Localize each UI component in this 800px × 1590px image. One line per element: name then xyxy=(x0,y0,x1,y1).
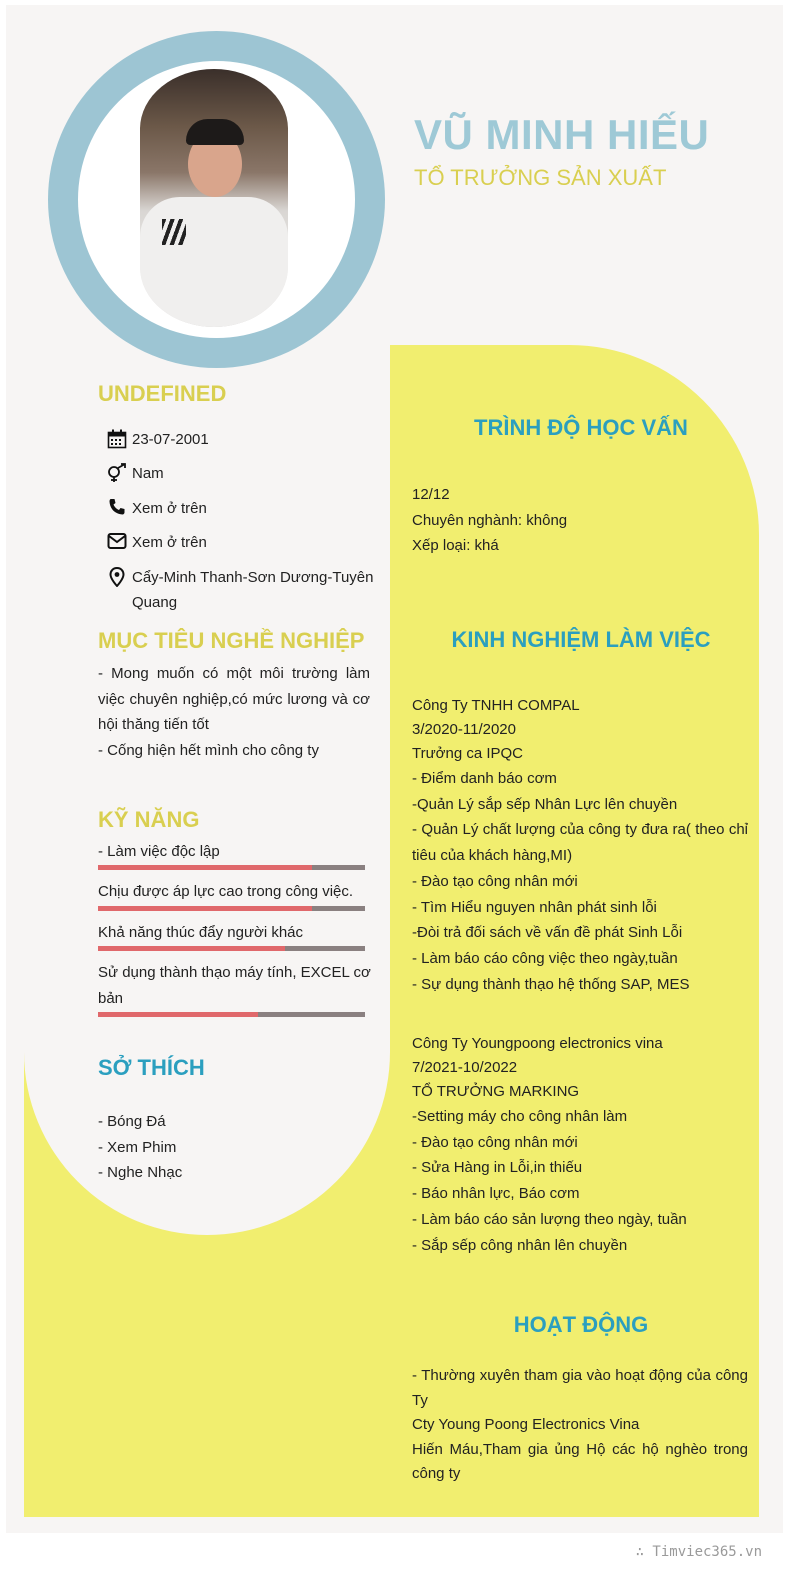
birthday-row xyxy=(102,427,392,452)
job-duty: - Sự dụng thành thạo hệ thống SAP, MES xyxy=(412,975,690,993)
activity-line: - Thường xuyên tham gia vào hoạt động của công Ty xyxy=(412,1367,748,1409)
job-duty: - Điểm danh báo cơm xyxy=(412,770,557,787)
job-duty: - Làm báo cáo sản lượng theo ngày, tuần xyxy=(412,1210,687,1228)
hobby-item: - Nghe Nhạc xyxy=(98,1164,183,1182)
education-text xyxy=(412,482,752,559)
location-icon xyxy=(102,565,132,587)
objective-text xyxy=(98,661,370,764)
skills-heading: KỸ NĂNG xyxy=(98,807,200,832)
email-icon xyxy=(102,530,132,550)
job-duty: -Quản Lý sắp sếp Nhân Lực lên chuyền xyxy=(412,795,678,813)
job-duty: - Tìm Hiểu nguyen nhân phát sinh lỗi xyxy=(412,898,657,916)
objective-line: - Mong muốn có một môi trường làm việc chuyên nghiệp,có mức lương và cơ hội thăng tiến tốt xyxy=(98,665,370,734)
job-role: TỔ TRƯỞNG MARKING xyxy=(412,1083,580,1100)
job-duty: - Đào tạo công nhân mới xyxy=(412,1133,578,1151)
experience-job-2 xyxy=(412,1032,748,1258)
job-period: 7/2021-10/2022 xyxy=(412,1059,518,1076)
education-heading: TRÌNH ĐỘ HỌC VẤN xyxy=(474,415,688,440)
activity-line: Cty Young Poong Electronics Vina xyxy=(412,1416,640,1433)
hobbies-list xyxy=(98,1109,368,1186)
skill-level-bar xyxy=(98,906,365,911)
education-line: Xếp loại: khá xyxy=(412,537,499,555)
avatar xyxy=(140,69,288,327)
skill-level-bar xyxy=(98,865,365,870)
job-duty: - Sửa Hàng in Lỗi,in thiếu xyxy=(412,1159,583,1177)
experience-job-1 xyxy=(412,694,748,997)
email-text: Xem ở trên xyxy=(132,534,207,551)
skill-label: Khả năng thúc đẩy người khác xyxy=(98,924,304,941)
objective-heading: MỤC TIÊU NGHỀ NGHIỆP xyxy=(98,628,365,653)
candidate-name: VŨ MINH HIẾU xyxy=(414,111,710,158)
experience-heading: KINH NGHIỆM LÀM VIỆC xyxy=(451,627,711,652)
activity-line: Hiến Máu,Tham gia ủng Hộ các hộ nghèo trong công ty xyxy=(412,1440,748,1482)
job-company: Công Ty TNHH COMPAL xyxy=(412,697,580,714)
calendar-icon xyxy=(102,427,132,449)
skill-label: - Làm việc độc lập xyxy=(98,843,220,860)
hobbies-heading: SỞ THÍCH xyxy=(98,1055,205,1080)
job-company: Công Ty Youngpoong electronics vina xyxy=(412,1035,663,1052)
job-duty: -Setting máy cho công nhân làm xyxy=(412,1108,628,1125)
job-period: 3/2020-11/2020 xyxy=(412,721,516,738)
hobby-item: - Xem Phim xyxy=(98,1138,177,1156)
job-duty: - Báo nhân lực, Báo cơm xyxy=(412,1185,580,1203)
job-duty: - Làm báo cáo công việc theo ngày,tuần xyxy=(412,949,678,967)
candidate-position: TỔ TRƯỞNG SẢN XUẤT xyxy=(414,165,667,190)
skill-level-fill xyxy=(98,1012,258,1017)
personal-info-heading: UNDEFINED xyxy=(98,381,227,406)
skill-level-bar xyxy=(98,1012,365,1017)
cv-page xyxy=(6,5,783,1533)
address-text: Cẩy-Minh Thanh-Sơn Dương-Tuyên Quang xyxy=(132,569,374,611)
gender-text: Nam xyxy=(132,465,164,482)
phone-icon xyxy=(102,496,132,516)
job-duty: - Quản Lý chất lượng của công ty đưa ra( theo chỉ tiêu của khách hàng,MI) xyxy=(412,821,748,865)
skill-level-bar xyxy=(98,946,365,951)
activities-text xyxy=(412,1364,748,1487)
job-duty: - Đào tạo công nhân mới xyxy=(412,872,578,890)
activities-heading: HOẠT ĐỘNG xyxy=(513,1312,649,1337)
watermark: ∴ Timviec365.vn xyxy=(635,1544,762,1560)
education-line: Chuyên nghành: không xyxy=(412,511,568,529)
phone-row xyxy=(102,496,392,521)
skill-level-fill xyxy=(98,946,285,951)
gender-icon xyxy=(102,461,132,483)
gender-row xyxy=(102,461,392,486)
birthday-text: 23-07-2001 xyxy=(132,431,209,448)
skill-level-fill xyxy=(98,906,312,911)
job-duty: -Đòi trả đối sách về vấn đề phát Sinh Lỗi xyxy=(412,924,683,942)
education-line: 12/12 xyxy=(412,486,450,503)
skill-level-fill xyxy=(98,865,312,870)
email-row xyxy=(102,530,392,555)
phone-text: Xem ở trên xyxy=(132,500,207,517)
objective-line: - Cống hiện hết mình cho công ty xyxy=(98,742,319,760)
address-row xyxy=(102,565,392,615)
job-duty: - Sắp sếp công nhân lên chuyền xyxy=(412,1236,628,1254)
skill-label: Sử dụng thành thạo máy tính, EXCEL cơ bản xyxy=(98,964,371,1007)
hobby-item: - Bóng Đá xyxy=(98,1113,166,1130)
skill-label: Chịu được áp lực cao trong công việc. xyxy=(98,883,354,900)
job-role: Trưởng ca IPQC xyxy=(412,745,524,762)
